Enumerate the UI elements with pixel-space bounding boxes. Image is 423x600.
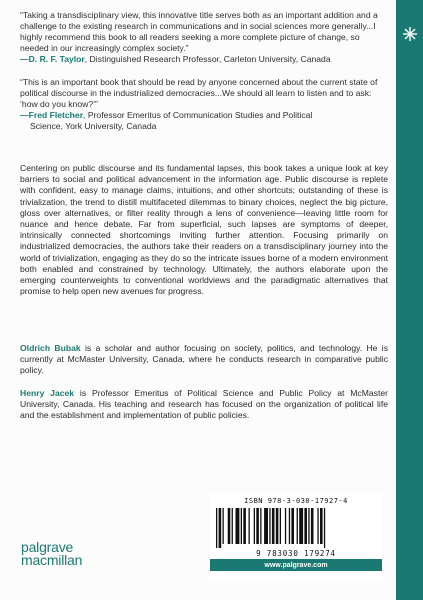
barcode-bar — [280, 508, 281, 544]
barcode-bar — [254, 508, 255, 544]
barcode-bar — [232, 508, 233, 544]
attribution-dash: — — [20, 110, 29, 120]
publisher-logo — [21, 541, 82, 567]
quote-attribution — [20, 110, 388, 121]
author-bio-2 — [20, 388, 388, 422]
barcode-bar — [223, 508, 224, 544]
quote-affiliation-continued: Science, York University, Canada — [30, 121, 157, 131]
quote-text: “This is an important book that should be read by anyone concerned about the current state of political discourse in the industrialized democracies...We should all learn to listen and to ask: ‘how do you know?’” — [20, 77, 378, 109]
barcode-bar — [272, 508, 275, 544]
endorsement-quote-1 — [20, 10, 388, 65]
barcode-bar — [291, 508, 294, 544]
barcode-bar — [228, 508, 231, 544]
barcode-bar — [264, 508, 268, 544]
barcode-bar — [216, 508, 217, 548]
barcode-bar — [320, 508, 323, 544]
barcode-bar — [241, 508, 242, 544]
springer-horse-icon — [396, 22, 423, 46]
barcode-bar — [269, 508, 270, 544]
quote-affiliation: , Professor Emeritus of Communication Studies and Political — [83, 110, 313, 120]
publisher-name-line1: palgrave — [21, 539, 74, 555]
attribution-dash: — — [20, 54, 29, 64]
barcode-bar — [308, 508, 309, 544]
isbn-text: ISBN 978-3-030-17927-4 — [244, 497, 348, 505]
barcode-bar — [219, 508, 222, 548]
barcode-bar — [260, 508, 261, 544]
barcode-bar — [256, 508, 259, 544]
barcode-bar — [249, 508, 250, 544]
barcode-bar — [317, 508, 318, 544]
quote-text: “Taking a transdisciplinary view, this innovative title serves both as an important addition and a challenge to the existing research in communications and in social sciences more generally...I highly recommend this book to all readers seeking a more complete picture of change, so needed in our increasingly complex society.” — [20, 10, 378, 53]
quote-affiliation: , Distinguished Research Professor, Carleton University, Canada — [84, 54, 331, 64]
barcode-bar — [289, 508, 290, 544]
barcode-bar — [311, 508, 314, 544]
author-bio-1 — [20, 343, 388, 377]
endorsement-quote-2 — [20, 77, 388, 132]
barcode-bar — [236, 508, 240, 544]
barcode-bar — [304, 508, 307, 544]
spine-bar — [396, 0, 423, 600]
quote-attribution — [20, 54, 388, 65]
quote-author: D. R. F. Taylor — [28, 54, 85, 64]
publisher-name-line2: macmillan — [21, 552, 83, 568]
publisher-website: www.palgrave.com — [210, 559, 382, 571]
barcode-bar — [243, 508, 246, 544]
barcode-graphic — [212, 508, 380, 548]
author-name: Henry Jacek — [20, 388, 75, 398]
barcode-bar — [324, 508, 325, 548]
author-bio-text: is Professor Emeritus of Political Science and Public Policy at McMaster University, Canada. His teaching and research has focused on the organization of political life and the establishment and implementation of public policies. — [20, 388, 388, 421]
author-bio-text: is a scholar and author focusing on society, politics, and technology. He is currently at McMaster University, Canada, where he conducts research in comparative public policy. — [20, 343, 389, 376]
barcode-bar — [297, 508, 298, 544]
quote-author: Fred Fletcher — [28, 110, 84, 120]
barcode-bar — [299, 508, 303, 544]
barcode-bar — [285, 508, 286, 544]
author-name: Oldrich Bubak — [20, 343, 81, 353]
book-description: Centering on public discourse and its fundamental lapses, this book takes a unique look at key barriers to social and political advancement in the information age. Public discourse is replete with confident, easy to manage claims, intuitions, and other shortcuts; outstanding of these is trivialization, the trend to distill multifaceted dilemmas to binary choices, neglect the big picture, gloss over alternatives, or filter reality through a lens of convenience—leaving little room for nuance and hence debate. Far from superficial, such lapses are symptoms of deeper, intrinsically connected shortcomings inviting further attention. Focusing primarily on industrialized democracies, the authors take their readers on a transdisciplinary journey into the world of trivialization, engaging as they do so the intricate issues borne of a modern environment both enabled and constrained by technology. Ultimately, the authors elaborate upon the emerging counterweights to conventional worldviews and the paradigmatic alternatives that promise to help open new avenues for progress. — [20, 163, 388, 297]
barcode-bar — [276, 508, 279, 544]
barcode-digits: 9 783030 179274 — [256, 549, 336, 558]
